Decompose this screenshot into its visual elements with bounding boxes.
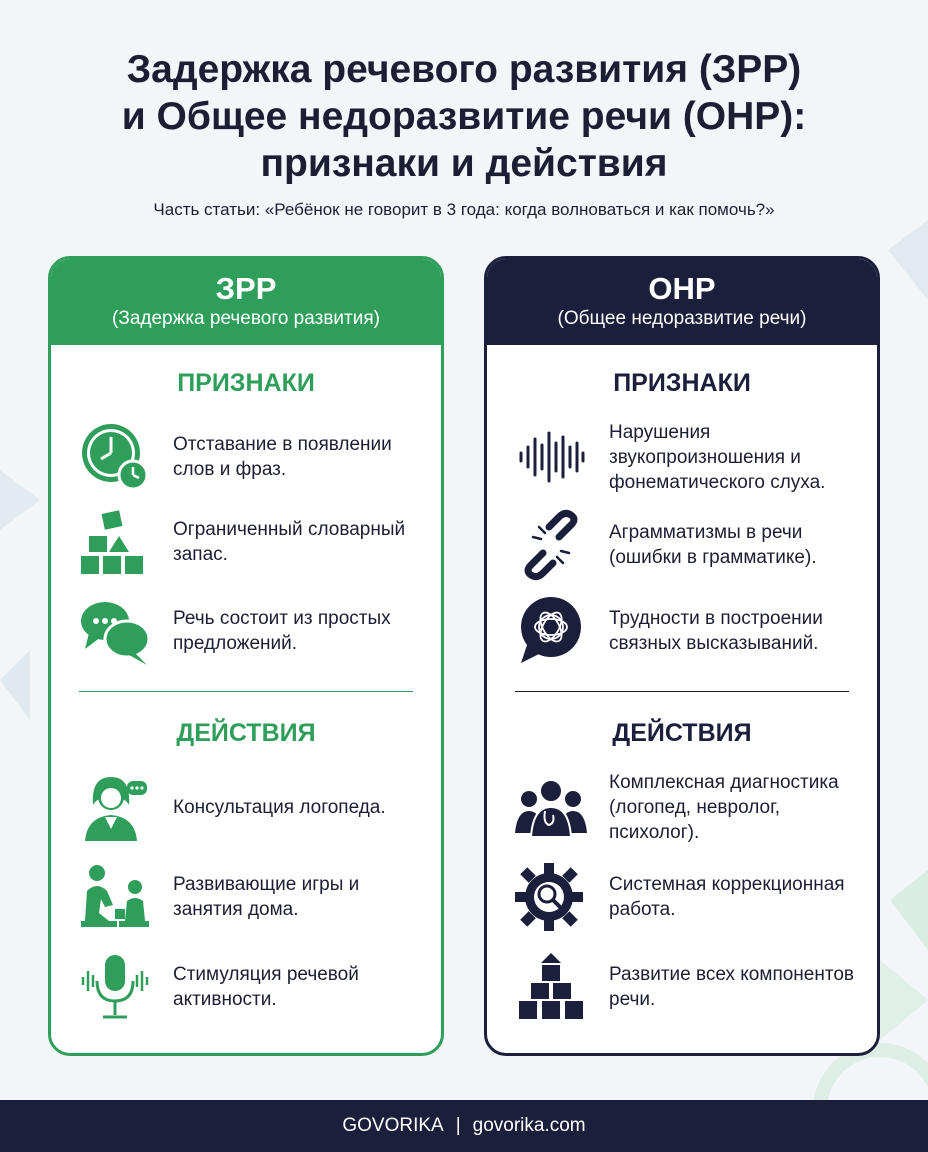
onr-card-header — [487, 259, 877, 345]
zrr-action-item — [77, 769, 427, 845]
onr-full-name: (Общее недоразвитие речи) — [557, 308, 807, 329]
page-subtitle: Часть статьи: «Ребёнок не говорит в 3 года: когда волноваться и как помочь?» — [153, 200, 775, 219]
title-line-2: и Общее недоразвитие речи (ОНР): — [121, 95, 807, 138]
page-title — [0, 46, 928, 187]
zrr-sign-text: Ограниченный словарный запас. — [173, 519, 406, 565]
zrr-card-header — [51, 259, 441, 345]
onr-sign-text: Нарушения звукопроизношения и фонематического слуха. — [609, 421, 826, 493]
zrr-sign-text: Речь состоит из простых предложений. — [173, 608, 391, 654]
onr-sign-item — [513, 507, 863, 583]
speech-therapist-icon — [77, 769, 153, 845]
onr-action-item — [513, 859, 863, 935]
zrr-action-item — [77, 859, 427, 935]
blocks-icon — [77, 504, 153, 580]
zrr-sign-item — [77, 593, 427, 669]
onr-action-item — [513, 949, 863, 1025]
zrr-action-item — [77, 949, 427, 1025]
pyramid-blocks-icon — [513, 949, 589, 1025]
zrr-action-text: Развивающие игры и занятия дома. — [173, 874, 360, 920]
specialists-team-icon — [513, 769, 589, 845]
onr-sign-text: Аграмматизмы в речи (ошибки в грамматике). — [609, 522, 817, 568]
onr-action-text: Комплексная диагностика (логопед, невролог, психолог). — [609, 771, 839, 843]
clock-icon — [77, 419, 153, 495]
zrr-sign-text: Отставание в появлении слов и фраз. — [173, 434, 392, 480]
onr-action-text: Развитие всех компонентов речи. — [609, 964, 854, 1010]
onr-signs-title: ПРИЗНАКИ — [613, 369, 751, 397]
footer-site-link[interactable]: govorika.com — [472, 1115, 586, 1136]
zrr-sign-item — [77, 504, 427, 580]
zrr-divider — [79, 691, 413, 692]
zrr-card — [48, 256, 444, 1056]
onr-sign-item — [513, 593, 863, 669]
zrr-signs-title: ПРИЗНАКИ — [177, 369, 315, 397]
footer-bar — [0, 1100, 928, 1152]
onr-divider — [515, 691, 849, 692]
onr-actions-title: ДЕЙСТВИЯ — [612, 719, 752, 747]
onr-action-text: Системная коррекционная работа. — [609, 874, 845, 920]
zrr-sign-item — [77, 419, 427, 495]
broken-link-icon — [513, 507, 589, 583]
title-line-3: признаки и действия — [260, 142, 668, 185]
microphone-icon — [77, 949, 153, 1025]
footer-brand: GOVORIKA — [342, 1115, 444, 1136]
soundwave-icon — [513, 419, 589, 495]
zrr-full-name: (Задержка речевого развития) — [112, 308, 380, 329]
onr-abbr: ОНР — [648, 271, 716, 306]
chat-bubbles-icon — [77, 593, 153, 669]
child-playing-icon — [77, 859, 153, 935]
gear-search-icon — [513, 859, 589, 935]
onr-action-item — [513, 769, 863, 845]
zrr-action-text: Консультация логопеда. — [173, 796, 386, 818]
zrr-action-text: Стимуляция речевой активности. — [173, 964, 359, 1010]
footer-separator: | — [455, 1115, 461, 1136]
zrr-abbr: ЗРР — [215, 271, 277, 306]
onr-sign-text: Трудности в построении связных высказываний. — [609, 608, 823, 654]
zrr-actions-title: ДЕЙСТВИЯ — [176, 719, 316, 747]
tangled-speech-icon — [513, 593, 589, 669]
title-line-1: Задержка речевого развития (ЗРР) — [126, 48, 802, 91]
onr-sign-item — [513, 419, 863, 495]
onr-card — [484, 256, 880, 1056]
